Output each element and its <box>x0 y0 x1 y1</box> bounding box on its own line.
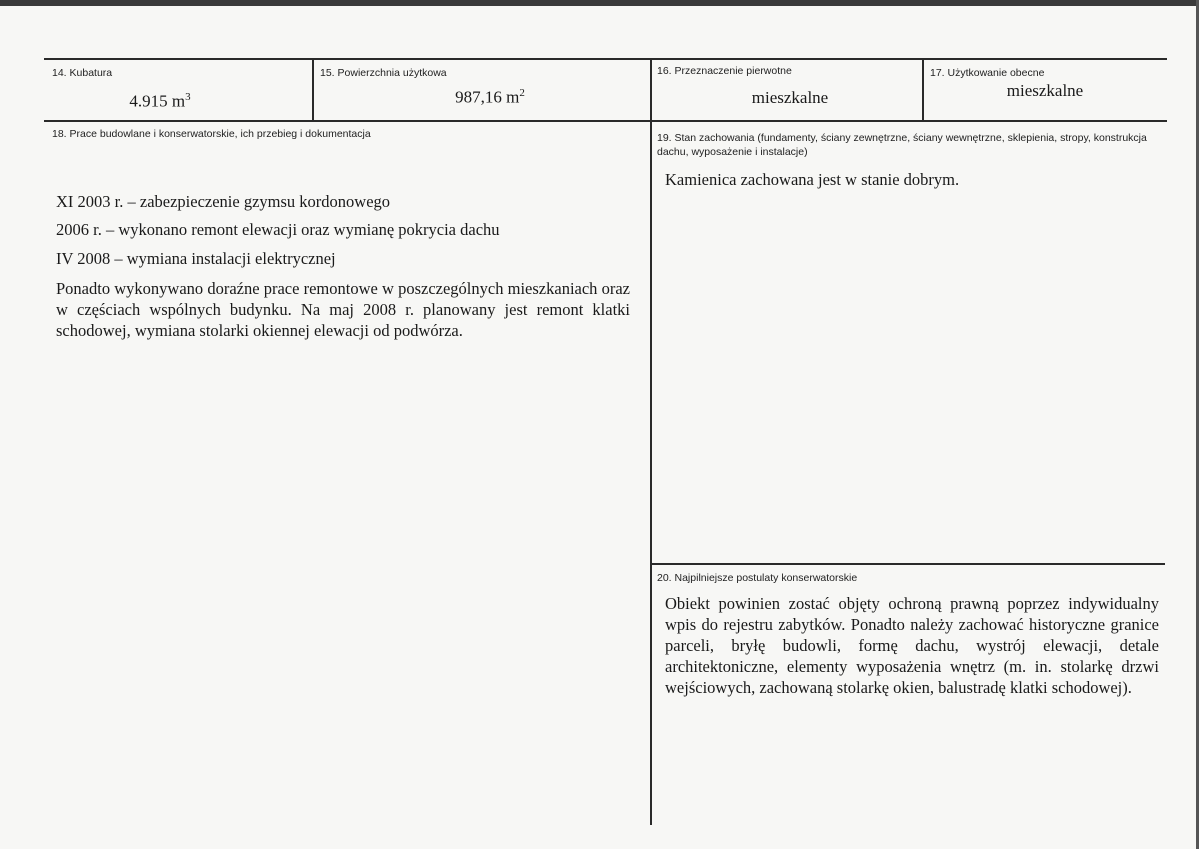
uzytkowanie-label: 17. Użytkowanie obecne <box>930 67 1045 79</box>
col-divider-3 <box>922 58 924 122</box>
powierzchnia-number: 987,16 m <box>455 87 520 107</box>
powierzchnia-value <box>435 83 545 108</box>
kubatura-value <box>110 87 210 112</box>
prace-entry-1: XI 2003 r. – zabezpieczenie gzymsu kordonowego <box>56 192 391 211</box>
kubatura-number: 4.915 m <box>129 91 186 111</box>
col-divider-1 <box>312 58 314 122</box>
kubatura-label: 14. Kubatura <box>52 67 113 79</box>
section-20-divider <box>651 563 1165 565</box>
col-divider-main <box>650 58 652 825</box>
scan-top-edge <box>0 0 1199 6</box>
przeznaczenie-value: mieszkalne <box>751 88 829 107</box>
uzytkowanie-value: mieszkalne <box>1006 81 1084 100</box>
row-divider <box>44 120 1167 122</box>
powierzchnia-label: 15. Powierzchnia użytkowa <box>320 67 447 79</box>
postulaty-text: Obiekt powinien zostać objęty ochroną prawną poprzez indywidualny wpis do rejestru zabytków. Ponadto należy zachować historyczne granice parceli, bryłę budowli, formę dachu, wystrój elewacji, detale architektoniczne, elementy wyposażenia wnętrz (m. in. stolarkę drzwi wejściowych, zachowaną stolarkę okien, balustradę klatki schodowej). <box>665 594 1159 697</box>
top-rule <box>44 58 1167 60</box>
stan-text: Kamienica zachowana jest w stanie dobrym. <box>665 170 960 189</box>
prace-label: 18. Prace budowlane i konserwatorskie, ich przebieg i dokumentacja <box>52 128 371 140</box>
stan-label: 19. Stan zachowania (fundamenty, ściany zewnętrzne, ściany wewnętrzne, sklepienia, stropy, konstrukcja dachu, wyposażenie i instalacje) <box>657 132 1147 158</box>
przeznaczenie-label: 16. Przeznaczenie pierwotne <box>657 65 792 77</box>
kubatura-unit-exponent: 3 <box>185 91 191 103</box>
powierzchnia-unit-exponent: 2 <box>519 87 525 99</box>
prace-paragraph: Ponadto wykonywano doraźne prace remontowe w poszczególnych mieszkaniach oraz w częściach wspólnych budynku. Na maj 2008 r. planowany jest remont klatki schodowej, wymiana stolarki okiennej elewacji od podwórza. <box>56 279 630 340</box>
postulaty-label: 20. Najpilniejsze postulaty konserwatorskie <box>657 572 858 584</box>
prace-entry-2: 2006 r. – wykonano remont elewacji oraz wymianę pokrycia dachu <box>56 220 500 239</box>
prace-entry-3: IV 2008 – wymiana instalacji elektrycznej <box>56 249 336 268</box>
